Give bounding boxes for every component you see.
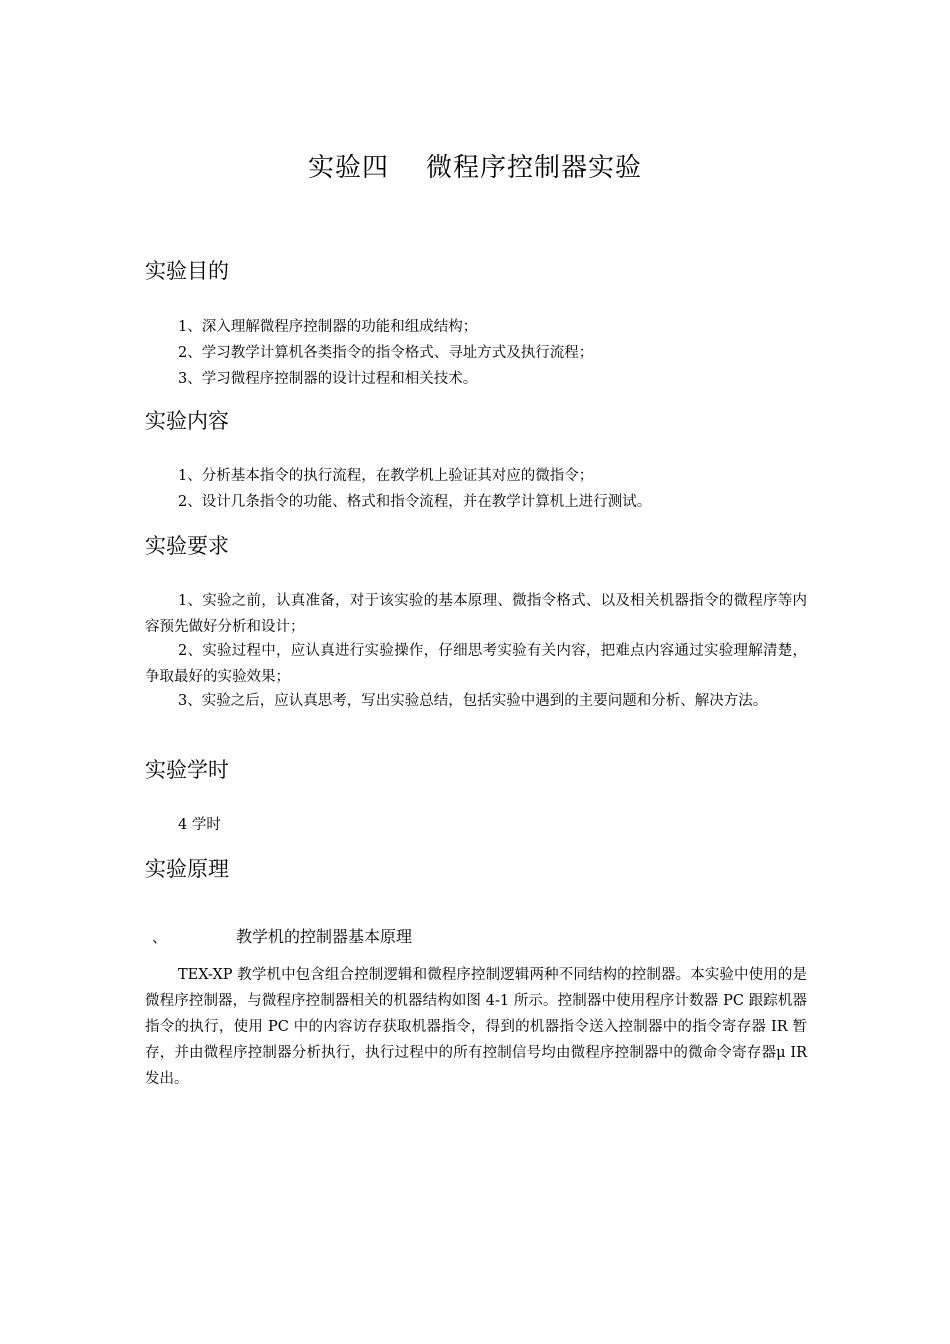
- section-heading-hours: 实验学时: [145, 758, 229, 782]
- section-heading-content: 实验内容: [145, 409, 229, 433]
- principle-paragraph: TEX-XP 教学机中包含组合控制逻辑和微程序控制逻辑两种不同结构的控制器。本实验中使用的是微程序控制器，与微程序控制器相关的机器结构如图 4-1 所示。控制器中使用程序计数器 PC 跟踪机器指令的执行，使用 PC 中的内容访存获取机器指令，得到的机器指令送入控制器中的指令寄存器 IR 暂存，并由微程序控制器分析执行，执行过程中的所有控制信号均由微程序控制器中的微命令寄存器μ IR 发出。: [145, 967, 807, 1087]
- content-item-1: 1、分析基本指令的执行流程，在教学机上验证其对应的微指令；: [178, 468, 594, 484]
- section-heading-principle: 实验原理: [145, 857, 229, 881]
- subsection-number: 、: [152, 928, 168, 946]
- requirements-paragraph-2: 2、实验过程中，应认真进行实验操作，仔细思考实验有关内容，把难点内容通过实验理解清楚，争取最好的实验效果；: [145, 643, 807, 685]
- purpose-item-2: 2、学习教学计算机各类指令的指令格式、寻址方式及执行流程；: [178, 345, 594, 361]
- purpose-item-1: 1、深入理解微程序控制器的功能和组成结构；: [178, 319, 478, 335]
- requirements-paragraph-1: 1、实验之前，认真准备，对于该实验的基本原理、微指令格式、以及相关机器指令的微程序等内容预先做好分析和设计；: [145, 593, 807, 635]
- page-title: 实验四 微程序控制器实验: [307, 153, 643, 183]
- subsection-heading: 教学机的控制器基本原理: [236, 927, 413, 946]
- section-heading-requirements: 实验要求: [145, 534, 229, 558]
- section-heading-purpose: 实验目的: [145, 259, 229, 283]
- hours-value: 4 学时: [178, 817, 221, 833]
- content-item-2: 2、设计几条指令的功能、格式和指令流程，并在教学计算机上进行测试。: [178, 494, 652, 510]
- purpose-item-3: 3、学习微程序控制器的设计过程和相关技术。: [178, 371, 478, 387]
- requirements-paragraph-3: 3、实验之后，应认真思考，写出实验总结，包括实验中遇到的主要问题和分析、解决方法。: [178, 693, 768, 709]
